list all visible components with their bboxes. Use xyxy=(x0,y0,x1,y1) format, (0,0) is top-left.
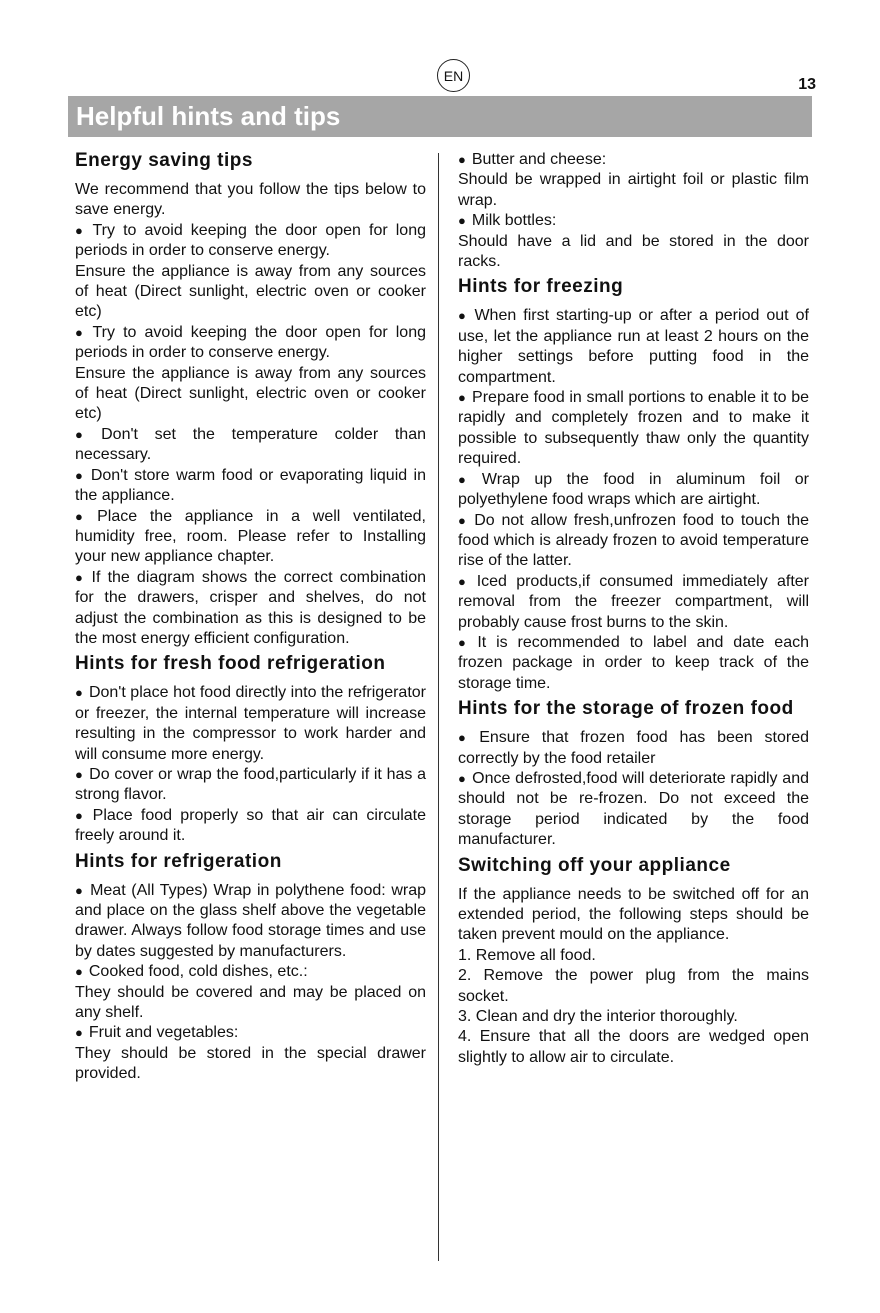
paragraph: Should have a lid and be stored in the door racks. xyxy=(458,232,809,271)
bullet-item: ● Do not allow fresh,unfrozen food to touch the food which is already frozen to avoid temperature rise of the latter. xyxy=(458,511,809,572)
bullet-item: ● When first starting-up or after a period out of use, let the appliance run at least 2 hours on the higher settings before putting food in the compartment. xyxy=(458,306,809,388)
section xyxy=(458,698,809,850)
section xyxy=(75,150,426,649)
section-heading: Hints for refrigeration xyxy=(75,850,282,872)
paragraph: They should be stored in the special drawer provided. xyxy=(75,1044,426,1083)
bullet-item: ● Try to avoid keeping the door open for long periods in order to conserve energy. xyxy=(75,221,426,262)
section-heading: Energy saving tips xyxy=(75,150,253,171)
bullet-item: ● Ensure that frozen food has been stored correctly by the food retailer xyxy=(458,728,809,769)
bullet-item: ● Milk bottles: xyxy=(458,211,809,231)
section-heading: Hints for the storage of frozen food xyxy=(458,698,794,720)
paragraph: They should be covered and may be placed on any shelf. xyxy=(75,983,426,1022)
paragraph: We recommend that you follow the tips below to save energy. xyxy=(75,181,426,219)
paragraph: 1. Remove all food. xyxy=(458,946,596,964)
page-title: Helpful hints and tips xyxy=(68,96,812,137)
section xyxy=(458,150,809,272)
left-column xyxy=(75,150,426,1089)
bullet-item: ● Don't store warm food or evaporating liquid in the appliance. xyxy=(75,466,426,507)
bullet-item: ● Wrap up the food in aluminum foil or polyethylene food wraps which are airtight. xyxy=(458,470,809,511)
column-divider xyxy=(438,153,439,1261)
bullet-item: ● Once defrosted,food will deteriorate rapidly and should not be re-frozen. Do not exceed the storage period indicated by the food manufacturer. xyxy=(458,769,809,851)
bullet-item: ● Try to avoid keeping the door open for long periods in order to conserve energy. xyxy=(75,323,426,364)
bullet-item: ● Cooked food, cold dishes, etc.: xyxy=(75,962,426,982)
bullet-item: ● Meat (All Types) Wrap in polythene food: wrap and place on the glass shelf above the vegetable drawer. Always follow food storage times and use by dates suggested by manufacturers. xyxy=(75,881,426,963)
paragraph: If the appliance needs to be switched off for an extended period, the following steps should be taken prevent mould on the appliance. xyxy=(458,885,809,944)
section xyxy=(458,276,809,694)
paragraph: Ensure the appliance is away from any sources of heat (Direct sunlight, electric oven or cooker etc) xyxy=(75,364,426,423)
bullet-item: ● Don't set the temperature colder than necessary. xyxy=(75,425,426,466)
paragraph: 2. Remove the power plug from the mains socket. xyxy=(458,967,809,1005)
section xyxy=(458,855,809,1069)
language-badge: EN xyxy=(437,59,470,92)
bullet-item: ● Do cover or wrap the food,particularly if it has a strong flavor. xyxy=(75,765,426,806)
section xyxy=(75,653,426,846)
bullet-item: ● Place food properly so that air can circulate freely around it. xyxy=(75,806,426,847)
section-heading: Switching off your appliance xyxy=(458,854,731,876)
right-column xyxy=(458,150,809,1072)
section-heading: Hints for freezing xyxy=(458,276,624,298)
bullet-item: ● Don't place hot food directly into the refrigerator or freezer, the internal temperature will increase resulting in the compressor to work harder and will consume more energy. xyxy=(75,683,426,765)
page-number: 13 xyxy=(798,76,816,93)
bullet-item: ● Fruit and vegetables: xyxy=(75,1023,426,1043)
paragraph: Ensure the appliance is away from any sources of heat (Direct sunlight, electric oven or cooker etc) xyxy=(75,262,426,321)
bullet-item: ● If the diagram shows the correct combination for the drawers, crisper and shelves, do not adjust the combination as this is designed to be the most energy efficient configuration. xyxy=(75,568,426,650)
bullet-item: ● Place the appliance in a well ventilated, humidity free, room. Please refer to Installing your new appliance chapter. xyxy=(75,507,426,568)
paragraph: 3. Clean and dry the interior thoroughly. xyxy=(458,1008,738,1026)
bullet-item: ● Iced products,if consumed immediately after removal from the freezer compartment, will probably cause frost burns to the skin. xyxy=(458,572,809,633)
paragraph: Should be wrapped in airtight foil or plastic film wrap. xyxy=(458,171,809,209)
section xyxy=(75,851,426,1085)
section-heading: Hints for fresh food refrigeration xyxy=(75,653,386,675)
paragraph: 4. Ensure that all the doors are wedged open slightly to allow air to circulate. xyxy=(458,1028,809,1066)
bullet-item: ● It is recommended to label and date each frozen package in order to keep track of the storage time. xyxy=(458,633,809,694)
bullet-item: ● Prepare food in small portions to enable it to be rapidly and completely frozen and to make it possible to subsequently thaw only the quantity required. xyxy=(458,388,809,470)
bullet-item: ● Butter and cheese: xyxy=(458,150,809,170)
